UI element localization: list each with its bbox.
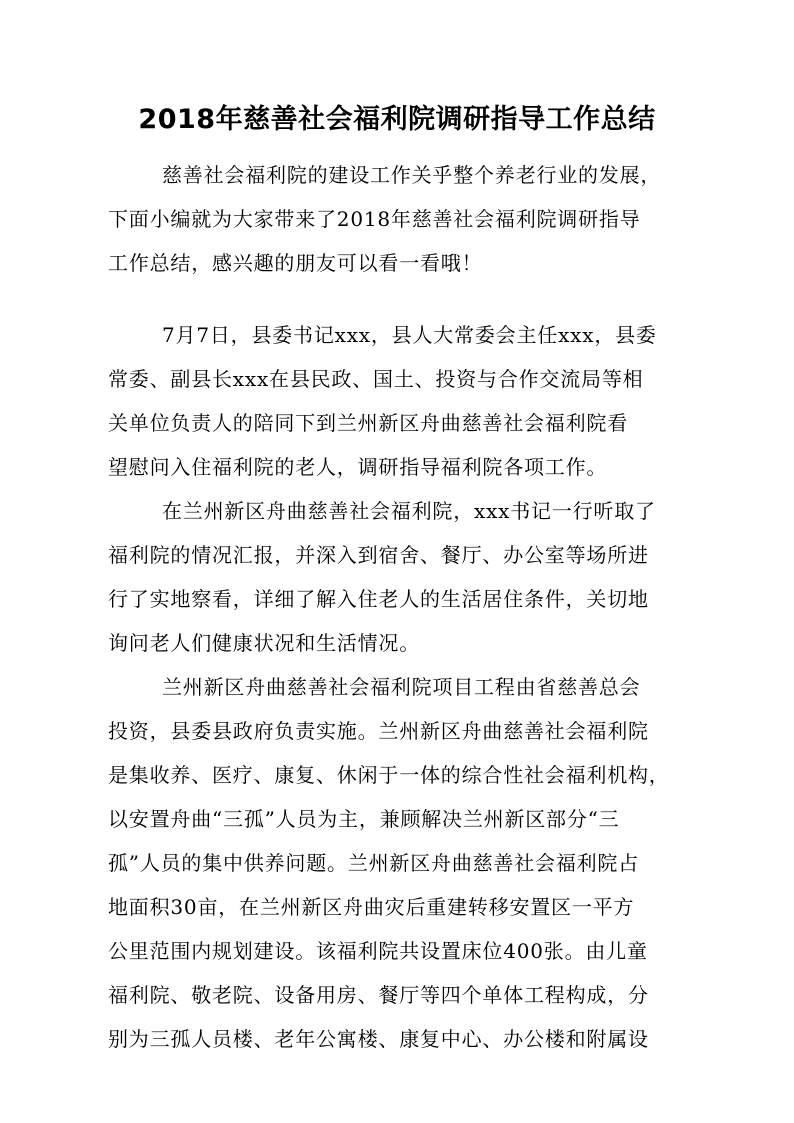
paragraph-line: 慈善社会福利院的建设工作关乎整个养老行业的发展， — [162, 163, 662, 187]
paragraph-line: 7月7日，县委书记xxx，县人大常委会主任xxx，县委 — [162, 323, 657, 347]
paragraph-line: 是集收养、医疗、康复、休闲于一体的综合性社会福利机构， — [108, 763, 670, 787]
paragraph-intro — [108, 153, 688, 285]
paragraph-line: 别为三孤人员楼、老年公寓楼、康复中心、办公楼和附属设 — [108, 1027, 649, 1051]
paragraph-line: 公里范围内规划建设。该福利院共设置床位400张。由儿童 — [108, 939, 648, 963]
paragraph-line: 孤”人员的集中供养问题。兰州新区舟曲慈善社会福利院占 — [108, 851, 640, 875]
paragraph-line: 地面积30亩，在兰州新区舟曲灾后重建转移安置区一平方 — [108, 895, 635, 919]
paragraph-visit — [108, 313, 688, 1061]
paragraph-line: 以安置舟曲“三孤”人员为主，兼顾解决兰州新区部分“三 — [108, 807, 620, 831]
paragraph-line: 询问老人们健康状况和生活情况。 — [108, 631, 420, 655]
paragraph-line: 工作总结，感兴趣的朋友可以看一看哦！ — [108, 251, 483, 275]
paragraph-line: 福利院的情况汇报，并深入到宿舍、餐厅、办公室等场所进 — [108, 543, 649, 567]
paragraph-line: 兰州新区舟曲慈善社会福利院项目工程由省慈善总会 — [162, 675, 641, 699]
paragraph-line: 行了实地察看，详细了解入住老人的生活居住条件，关切地 — [108, 587, 649, 611]
paragraph-line: 望慰问入住福利院的老人，调研指导福利院各项工作。 — [108, 455, 608, 479]
document-title: 2018年慈善社会福利院调研指导工作总结 — [138, 104, 656, 135]
paragraph-line: 常委、副县长xxx在县民政、国土、投资与合作交流局等相 — [108, 367, 644, 391]
paragraph-line: 在兰州新区舟曲慈善社会福利院，xxx书记一行听取了 — [162, 499, 656, 523]
paragraph-line: 投资，县委县政府负责实施。兰州新区舟曲慈善社会福利院 — [108, 719, 649, 743]
paragraph-line: 福利院、敬老院、设备用房、餐厅等四个单体工程构成，分 — [108, 983, 649, 1007]
paragraph-line: 下面小编就为大家带来了2018年慈善社会福利院调研指导 — [108, 207, 641, 231]
paragraph-line: 关单位负责人的陪同下到兰州新区舟曲慈善社会福利院看 — [108, 411, 628, 435]
